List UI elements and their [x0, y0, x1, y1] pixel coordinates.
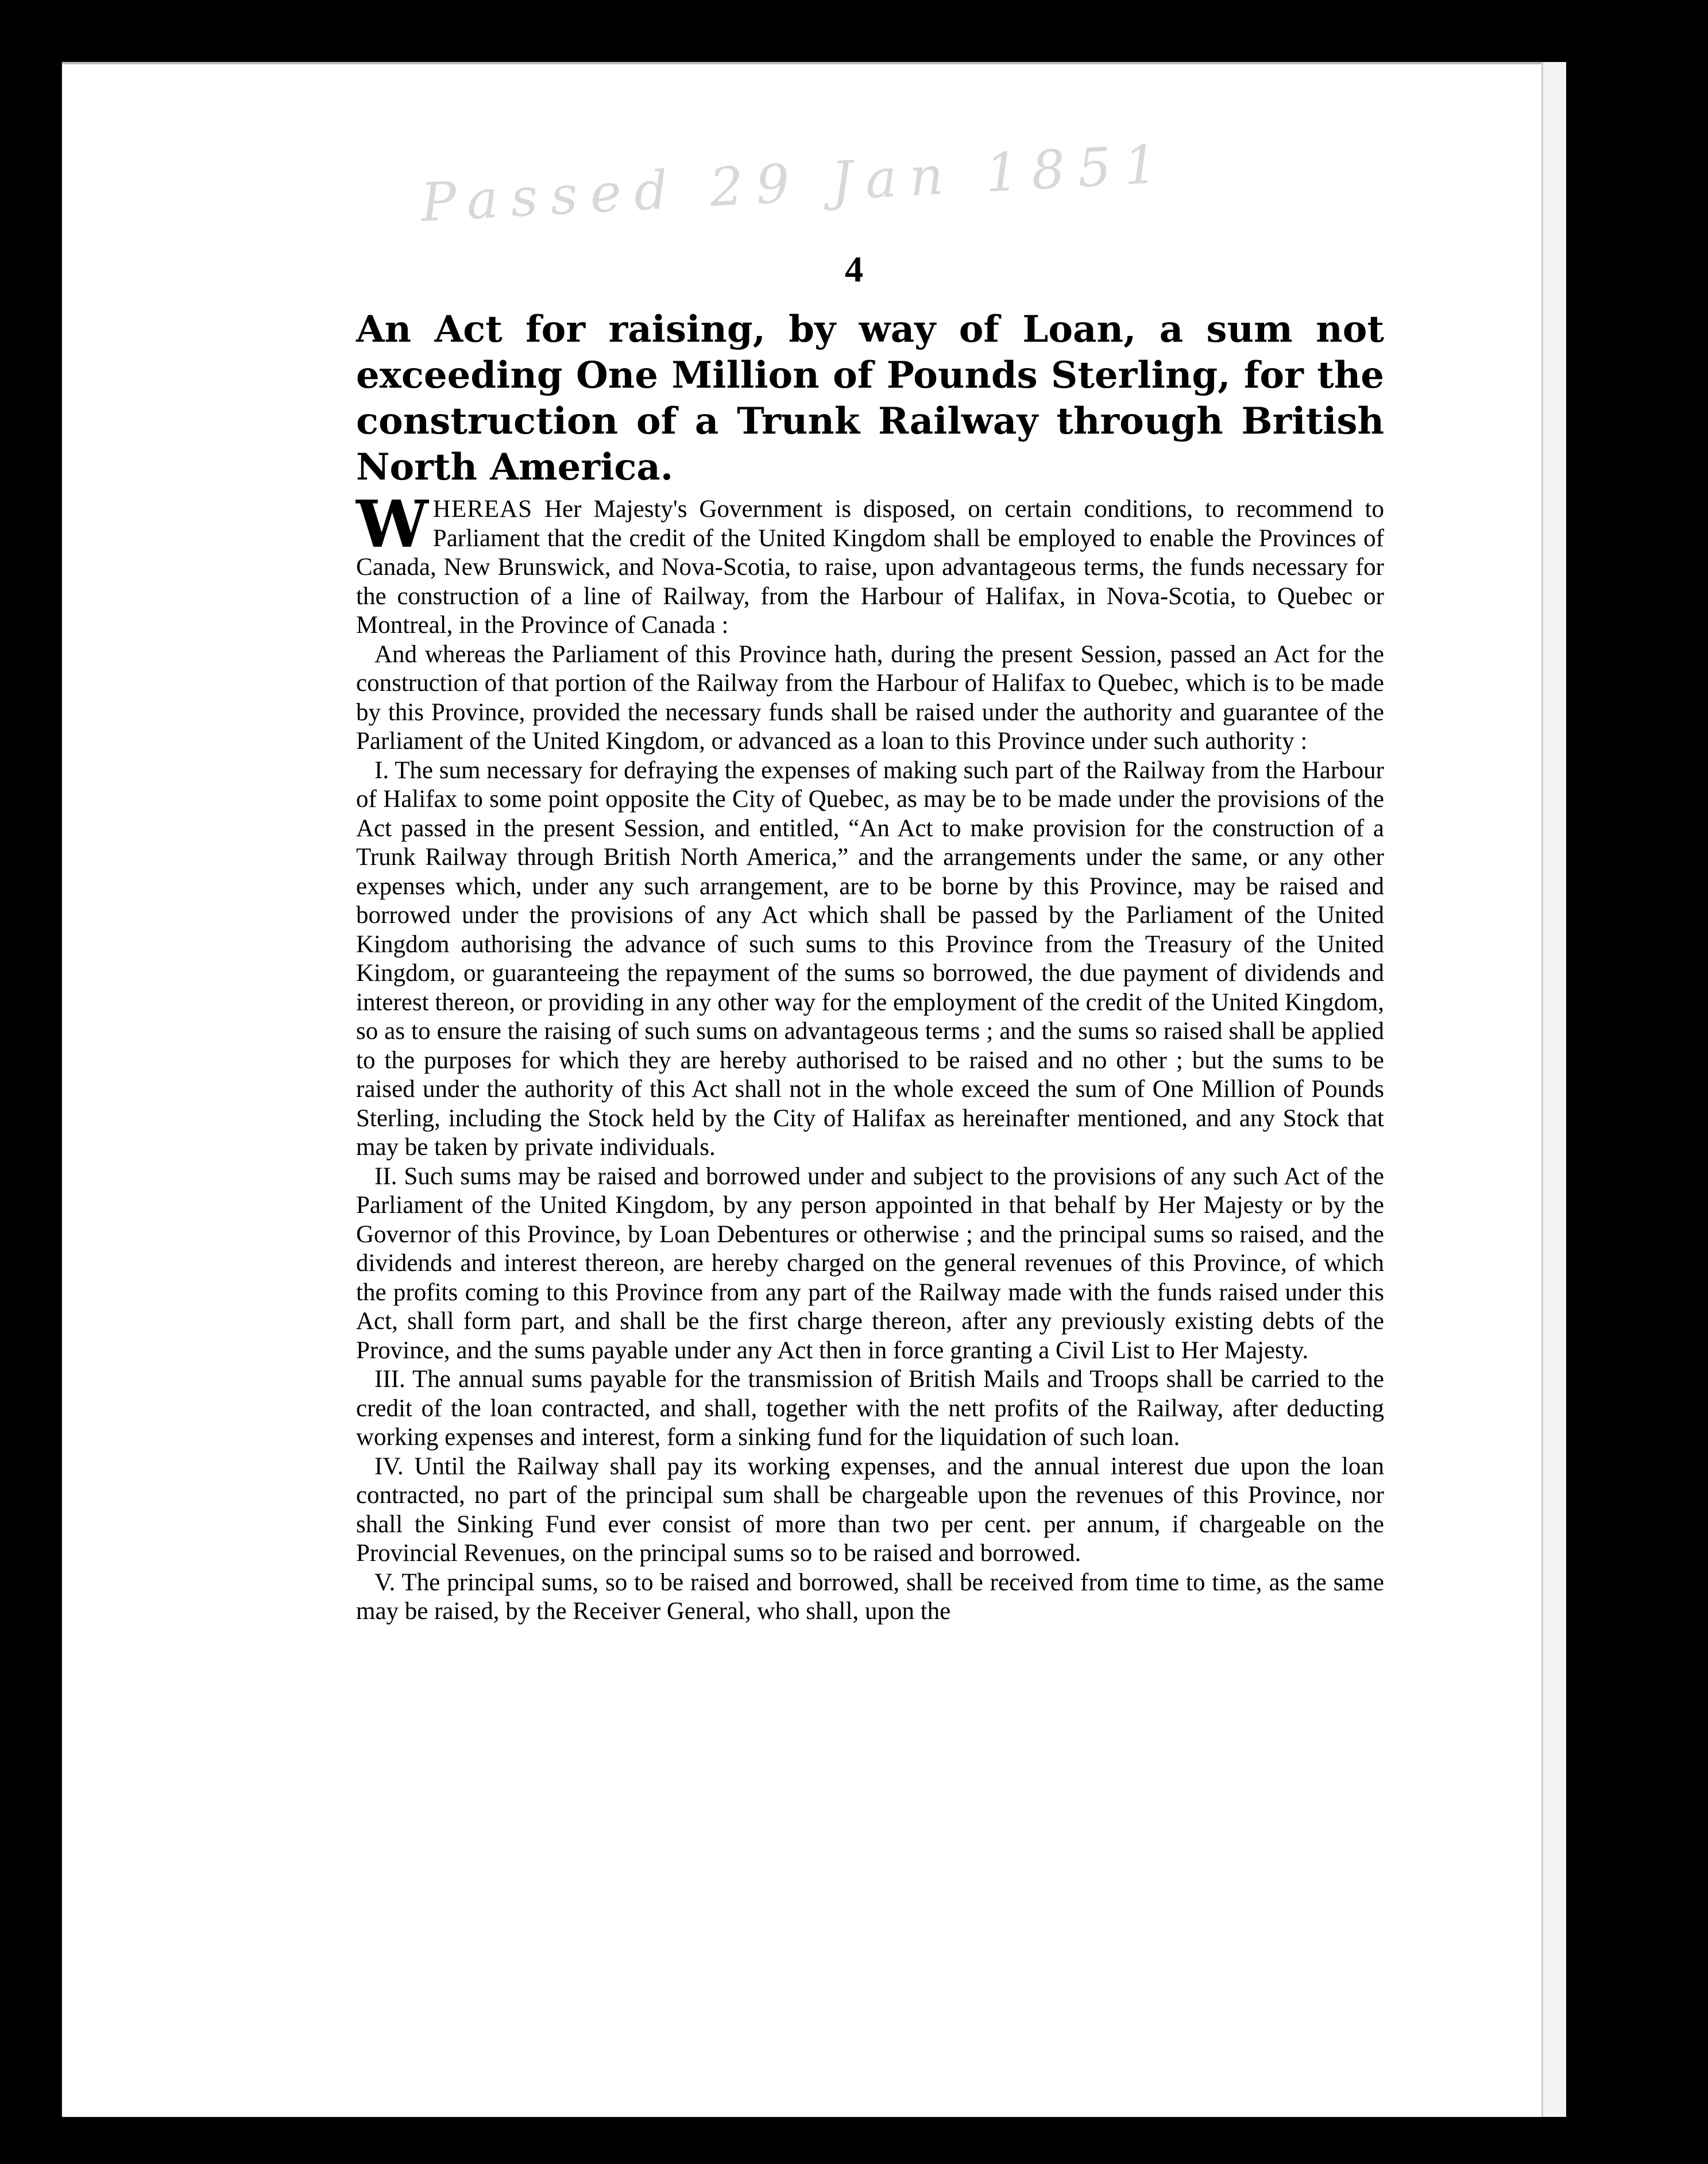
whereas-paragraph: And whereas the Parliament of this Province hath, during the present Session, passed an Act for the construction of that portion of the Railway from the Harbour of Halifax to Quebec, which is to be made by this Province, provided the necessary funds shall be raised under the authority and guarantee of the Parliament of the United Kingdom, or advanced as a loan to this Province under such authority :	[356, 640, 1384, 755]
act-body	[356, 487, 1385, 1626]
preamble-paragraph	[356, 487, 1384, 640]
act-title: An Act for raising, by way of Loan, a sum not exceeding One Million of Pounds Sterling, for the construction of a Trunk Railway through British North America.	[356, 308, 1384, 489]
preamble-text: Her Majesty's Government is disposed, on certain conditions, to recommend to Parliament that the credit of the United Kingdom shall be employed to enable the Provinces of Canada, New Brunswick, and Nova-Scotia, to raise, upon advantageous terms, the funds necessary for the construction of a line of Railway, from the Harbour of Halifax, in Nova-Scotia, to Quebec or Montreal, in the Province of Canada :	[356, 496, 1384, 639]
preamble-first-word: HEREAS	[432, 496, 533, 523]
page-number: 4	[845, 249, 863, 289]
section-2-paragraph: II. Such sums may be raised and borrowed under and subject to the provisions of any such Act of the Parliament of the United Kingdom, by any person appointed in that behalf by Her Majesty or by the Governor of this Province, by Loan Debentures or otherwise ; and the principal sums so raised, and the dividends and interest thereon, are hereby charged on the general revenues of this Province, of which the profits coming to this Province from any part of the Railway made with the funds raised under this Act, shall form part, and shall be the first charge thereon, after any previously existing debts of the Province, and the sums payable under any Act then in force granting a Civil List to Her Majesty.	[356, 1162, 1384, 1364]
section-3-paragraph: III. The annual sums payable for the transmission of British Mails and Troops shall be carried to the credit of the loan contracted, and shall, together with the nett profits of the Railway, after deducting working expenses and interest, form a sinking fund for the liquidation of such loan.	[356, 1366, 1384, 1451]
section-5-paragraph: V. The principal sums, so to be raised and borrowed, shall be received from time to time, as the same may be raised, by the Receiver General, who shall, upon the	[356, 1568, 1384, 1625]
handwritten-annotation: Passed 29 Jan 1851	[419, 133, 1172, 234]
scan-top-edge	[62, 62, 1541, 72]
page-edge	[1541, 62, 1566, 2117]
section-1-paragraph: I. The sum necessary for defraying the expenses of making such part of the Railway from the Harbour of Halifax to some point opposite the City of Quebec, as may be to be made under the provisions of the Act passed in the present Session, and entitled, “An Act to make provision for the construction of a Trunk Railway through British North America,” and the arrangements under the same, or any other expenses which, under any such arrangement, are to be borne by this Province, may be raised and borrowed under the provisions of any Act which shall be passed by the Parliament of the United Kingdom authorising the advance of such sums to this Province from the Treasury of the United Kingdom, or guaranteeing the repayment of the sums so borrowed, the due payment of dividends and interest thereon, or providing in any other way for the employment of the credit of the United Kingdom, so as to ensure the raising of such sums on advantageous terms ; and the sums so raised shall be applied to the purposes for which they are hereby authorised to be raised and no other ; but the sums to be raised under the authority of this Act shall not in the whole exceed the sum of One Million of Pounds Sterling, including the Stock held by the City of Halifax as hereinafter mentioned, and any Stock that may be taken by private individuals.	[356, 756, 1385, 1161]
section-4-paragraph: IV. Until the Railway shall pay its working expenses, and the annual interest due upon the loan contracted, no part of the principal sum shall be chargeable upon the revenues of this Province, nor shall the Sinking Fund ever consist of more than two per cent. per annum, if chargeable on the Provincial Revenues, on the principal sums so to be raised and borrowed.	[356, 1452, 1384, 1567]
drop-cap-letter: W	[356, 487, 428, 562]
